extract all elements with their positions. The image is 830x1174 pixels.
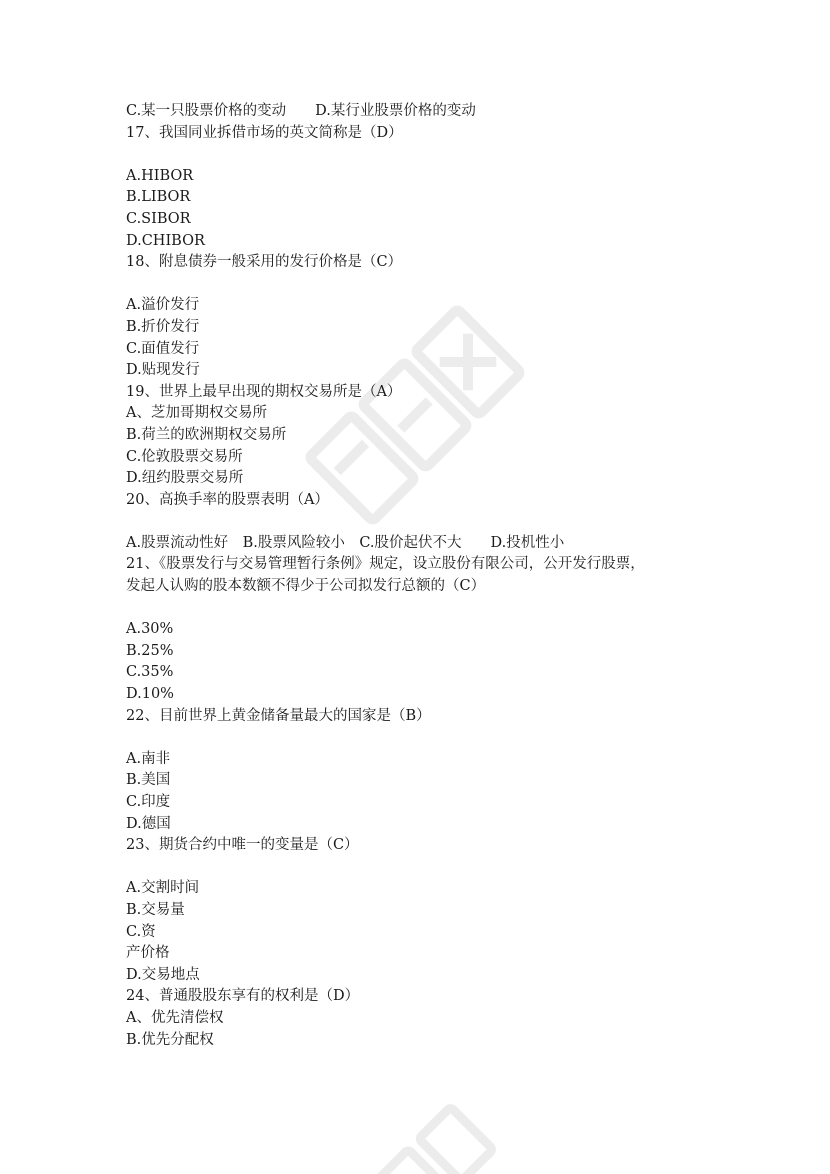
question-22: 22、目前世界上黄金储备量最大的国家是（B） [126,707,431,724]
blank-line [126,511,716,533]
option-line: B.交易量 [126,901,185,918]
option-line: D.贴现发行 [126,362,200,379]
option-line: A、优先清偿权 [126,1009,224,1026]
question-23: 23、期货合约中唯一的变量是（C） [126,837,359,854]
question-18: 18、附息债券一般采用的发行价格是（C） [126,254,403,271]
blank-line [126,144,716,166]
option-line: B.折价发行 [126,318,200,335]
option-line: A.溢价发行 [126,297,200,314]
option-line: C.面值发行 [126,340,200,357]
question-21: 21、《股票发行与交易管理暂行条例》规定，设立股份有限公司，公开发行股票， [126,556,645,573]
option-line: B.荷兰的欧洲期权交易所 [126,426,287,443]
option-line: D.CHIBOR [126,232,205,249]
option-line: A.HIBOR [126,167,194,184]
blank-line [126,598,716,620]
blank-line [126,274,716,296]
question-21-continued: 发起人认购的股本数额不得少于公司拟发行总额的（C） [126,578,486,595]
option-line: D.纽约股票交易所 [126,470,244,487]
option-line: A、芝加哥期权交易所 [126,405,267,422]
option-line: A.交割时间 [126,880,200,897]
question-20: 20、高换手率的股票表明（A） [126,491,329,508]
option-line: C.35% [126,664,174,681]
question-19: 19、世界上最早出现的期权交易所是（A） [126,383,402,400]
blank-line [126,727,716,749]
option-line: B.优先分配权 [126,1031,214,1048]
option-line: A.南非 [126,750,171,767]
option-line: B.25% [126,642,174,659]
option-line: C.SIBOR [126,210,191,227]
option-line: C.印度 [126,794,171,810]
option-line: B.美国 [126,772,171,789]
option-line: B.LIBOR [126,189,191,206]
option-line: C.资 [126,923,156,940]
option-line: D.德国 [126,815,171,832]
option-line: D.10% [126,686,174,703]
question-24: 24、普通股股东享有的权利是（D） [126,988,360,1005]
option-line: D.交易地点 [126,966,200,983]
document-body [126,101,716,1051]
watermark-logo-bottom [360,1100,520,1174]
option-line-continued: 产价格 [126,945,170,962]
blank-line [126,857,716,879]
question-17: 17、我国同业拆借市场的英文简称是（D） [126,124,403,141]
option-line: A.股票流动性好 B.股票风险较小 C.股价起伏不大 D.投机性小 [126,534,565,551]
option-line: C.伦敦股票交易所 [126,448,243,465]
option-line: A.30% [126,621,174,638]
text-line: C.某一只股票价格的变动 D.某行业股票价格的变动 [126,103,476,119]
